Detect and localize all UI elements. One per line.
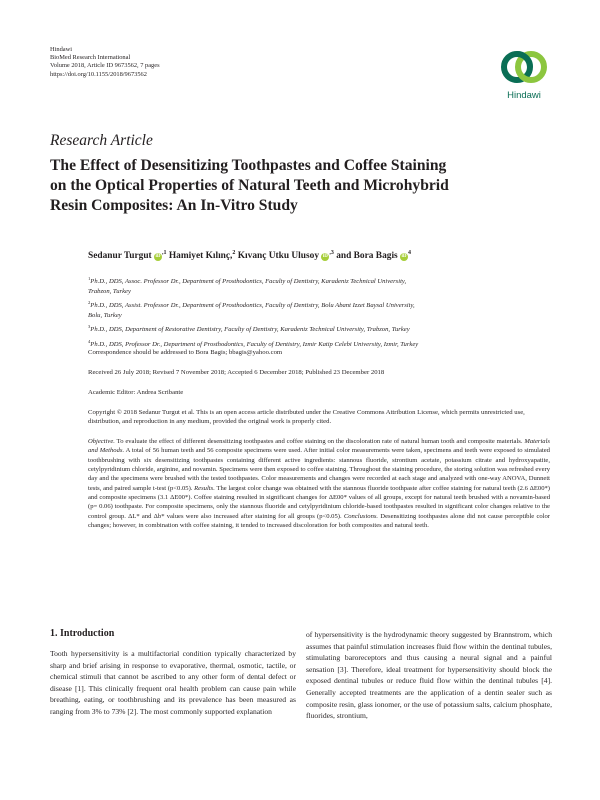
affiliation-text-cont: Trabzon, Turkey [88,287,131,295]
affiliation-item [88,322,558,335]
author-affil-sup: 4 [408,250,412,256]
publication-dates: Received 26 July 2018; Revised 7 November 2018; Accepted 6 December 2018; Published 23 December 2018 [88,369,385,376]
abstract-conclusions-label: Conclusions. [343,512,379,520]
affiliation-number: 4 [88,338,91,344]
author-name[interactable]: Sedanur Turgut [88,251,152,262]
affiliation-item [88,274,558,296]
abstract-conclusions: Desensitizing toothpastes alone did not cause perceptible color changes; however, in combination with coffee staining, it tended to increased discoloration for both composites and natural teeth. [88,512,550,530]
affiliation-text-cont: Bolu, Turkey [88,311,122,319]
abstract-results-label: Results. [194,484,215,492]
hindawi-logo-mark [496,46,552,90]
author-affil-sup: 2 [232,250,236,256]
publisher-name: Hindawi [50,46,73,53]
correspondence: Correspondence should be addressed to Bora Bagis; bbagis@yahoo.com [88,349,283,356]
orcid-icon[interactable]: iD [401,254,407,260]
affiliation-text: Ph.D., DDS, Professor Dr., Department of Prosthodontics, Faculty of Dentistry, Izmir Katip Celebi University, Izmir, Turkey [90,340,419,348]
title-line: on the Optical Properties of Natural Teeth and Microhybrid [50,177,449,194]
affiliations [88,274,558,351]
journal-meta [50,46,160,79]
orcid-icon[interactable]: iD [322,254,328,260]
body-column-right: of hypersensitivity is the hydrodynamic theory suggested by Brannstrom, which assumes that painful stimulation increases fluid flow within the dentinal tubules, stimulating baroreceptors and thus causing a neural signal and a painful sensation [3]. Therefore, ideal treatment for hypersensitivity should block the exposed dentinal tubules or reduce fluid flow within the dentinal tubules [4]. Generally accepted treatments are the application of a dentin sealer such as composite resin, glass ionomer, or the use of potassium salts, calcium phosphate, fluorides, strontium, [306,630,552,721]
affiliation-text: Ph.D., DDS, Department of Restorative Dentistry, Faculty of Dentistry, Karadeniz Technical University, Trabzon, Turkey [90,326,410,334]
author-name[interactable]: and Bora Bagis [336,251,398,262]
hindawi-logo [496,46,552,102]
title-line: The Effect of Desensitizing Toothpastes and Coffee Staining [50,157,447,174]
author-affil-sup: ,1 [162,250,167,256]
abstract-methods: A total of 56 human teeth and 56 composite specimens were used. After initial color measurements were taken, specimens and teeth were exposed to simulated toothbrushing with six desensitizing toothpastes containing different active ingredients: stannous fluoride, strontium acetate, potassium citrate and hydroxyapatite, cetylpyridinium chloride, arginine, and novamin. Specimens were then exposed to coffee staining. Throughout the staining procedure, the storing solution was refreshed every day and the specimens were brushed with the tested toothpastes. Color measurements and changes were recorded at each stage and analyzed with one-way ANOVA, Dunnett tests, and paired sample t-test (p<0.05). [88,447,550,492]
affiliation-text: Ph.D., DDS, Assoc. Professor Dr., Department of Prosthodontics, Faculty of Dentistry, Karadeniz Technical University, [90,278,407,286]
copyright-notice: Copyright © 2018 Sedanur Turgut et al. This is an open access article distributed under the Creative Commons Attribution License, which permits unrestricted use, distribution, and reproduction in any medium, provided the original work is properly cited. [88,409,525,426]
author-affil-sup: ,3 [329,250,334,256]
title-line: Resin Composites: An In-Vitro Study [50,197,298,214]
doi-link[interactable]: https://doi.org/10.1155/2018/9673562 [50,70,147,78]
affiliation-number: 1 [88,276,91,281]
academic-editor: Academic Editor: Andrea Scribante [88,389,184,396]
abstract-objective: To evaluate the effect of different desensitizing toothpastes and coffee staining on the discoloration rate of natural human tooth and composite materials. [114,438,525,445]
logo-wordmark: Hindawi [507,90,541,101]
affiliation-text: Ph.D., DDS, Assist. Professor Dr., Department of Prosthodontics, Faculty of Dentistry, Bolu Abant Izzet Baysal University, [90,302,415,310]
abstract-objective-label: Objective. [88,438,115,445]
body-column-left: Tooth hypersensitivity is a multifactorial condition typically characterized by sharp and brief arising in response to evaporative, thermal, osmotic, tactile, or chemical stimuli that cannot be ascribed to any other form of dental defect or disease [1]. This clinically frequent oral health problem can cause pain while breathing, eating, or toothbrushing and its prevalence has been measured as ranging from 3% to 73% [2]. The most commonly supported explanation [50,649,296,716]
abstract-results: The largest color change was obtained with the stannous fluoride toothpaste after coffee staining for natural teeth (2.6 ΔE00*) and composite specimens (3.1 ΔE00*). Coffee staining resulted in significant changes for ΔE00* values of all groups, except for natural teeth brushed with a novamin-based (p= 0.06) toothpaste. For composite specimens, only the stannous fluoride and cetylpyridinium chloride-based toothpastes resulted in significant color changes relative to the control group. ΔL* and Δb* values were also increased after staining for all groups (p<0.05). [88,484,550,520]
journal-name: BioMed Research International [50,54,131,62]
affiliation-number: 2 [88,300,91,305]
author-list [88,250,568,261]
author-name[interactable]: Kıvanç Utku Ulusoy [237,251,320,262]
abstract-methods-label: Materials and Methods. [88,438,550,455]
paper-title [50,156,570,216]
abstract [88,437,550,530]
affiliation-number: 3 [88,324,91,329]
orcid-icon[interactable]: iD [155,254,161,260]
article-type: Research Article [50,132,153,149]
author-name[interactable]: Hamiyet Kılınç, [168,251,233,262]
volume-line: Volume 2018, Article ID 9673562, 7 pages [50,62,160,70]
affiliation-item [88,298,558,320]
section-heading-introduction: 1. Introduction [50,628,115,639]
